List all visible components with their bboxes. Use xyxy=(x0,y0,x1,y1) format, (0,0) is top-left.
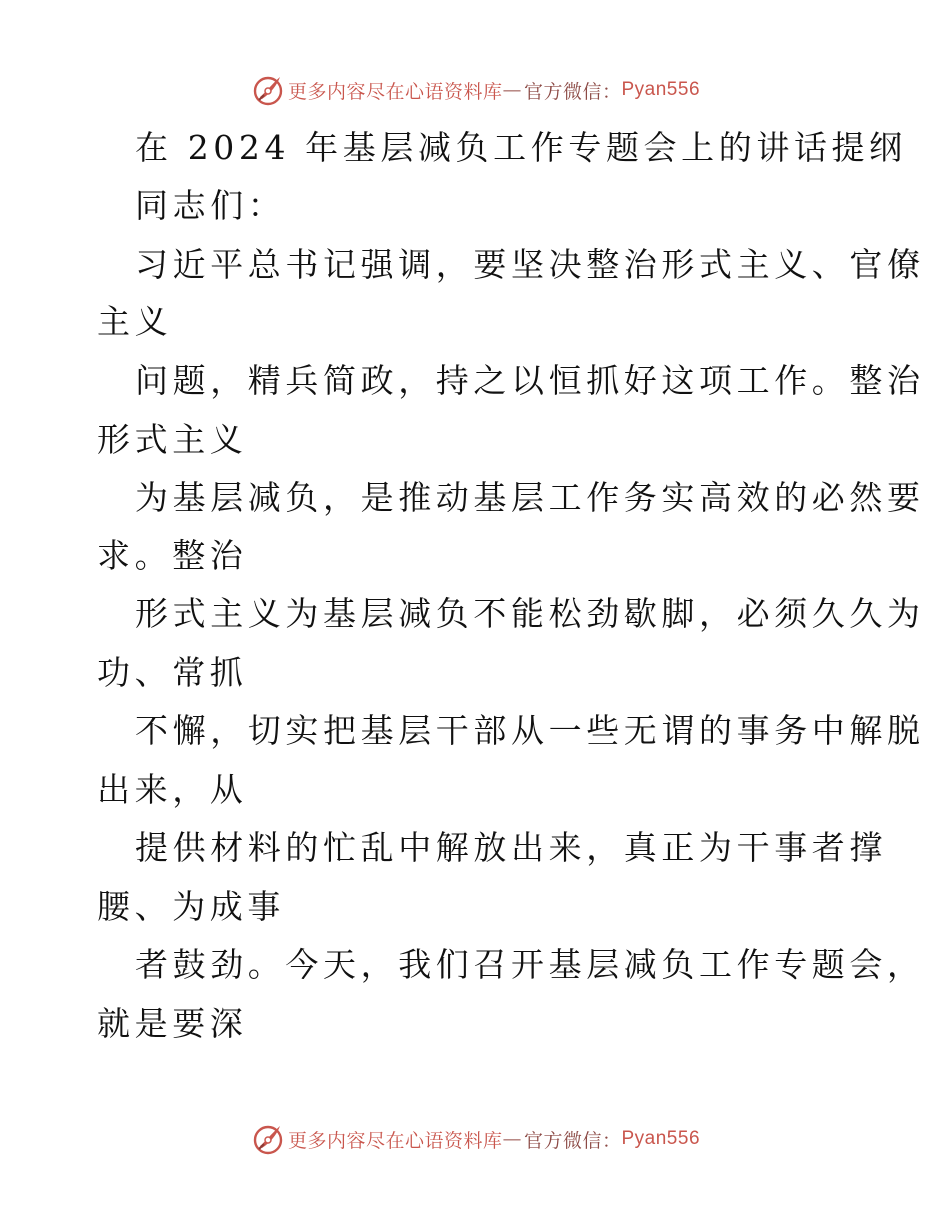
watermark-header xyxy=(0,70,950,110)
paragraph-line: 腰、为成事 xyxy=(97,887,285,926)
watermark-sub-text: 官方微信： xyxy=(523,1129,622,1152)
paragraph-line: 出来，从 xyxy=(97,770,248,809)
paragraph-line: 同志们： xyxy=(135,186,286,225)
watermark-main-text: 更多内容尽在心语资料库 xyxy=(287,80,503,103)
paragraph-line: 求。整治 xyxy=(97,536,248,575)
watermark-separator: — xyxy=(502,79,522,101)
paragraph-line: 主义 xyxy=(97,302,173,341)
quill-pen-logo-icon xyxy=(250,1121,286,1157)
paragraph-line: 者鼓劲。今天，我们召开基层减负工作专题会， xyxy=(135,945,925,984)
paragraph-line: 不懈，切实把基层干部从一些无谓的事务中解脱 xyxy=(135,711,925,750)
watermark-separator: — xyxy=(502,1128,522,1150)
paragraph-line: 习近平总书记强调，要坚决整治形式主义、官僚 xyxy=(135,245,925,284)
paragraph-line: 提供材料的忙乱中解放出来，真正为干事者撑 xyxy=(135,828,887,867)
watermark-main-text: 更多内容尽在心语资料库 xyxy=(287,1129,503,1152)
watermark-wechat-id: Pyan556 xyxy=(621,79,701,100)
watermark-footer xyxy=(0,1119,950,1159)
paragraph-line: 为基层减负，是推动基层工作务实高效的必然要 xyxy=(135,478,925,517)
watermark-sub-text: 官方微信： xyxy=(523,80,622,103)
paragraph-line: 形式主义 xyxy=(97,420,248,459)
watermark-wechat-id: Pyan556 xyxy=(621,1128,701,1149)
paragraph-line: 形式主义为基层减负不能松劲歇脚，必须久久为 xyxy=(135,594,925,633)
paragraph-line: 就是要深 xyxy=(97,1004,248,1043)
quill-pen-logo-icon xyxy=(250,72,286,108)
document-title: 在 2024 年基层减负工作专题会上的讲话提纲 xyxy=(135,128,907,167)
paragraph-line: 问题，精兵简政，持之以恒抓好这项工作。整治 xyxy=(135,361,925,400)
paragraph-line: 功、常抓 xyxy=(97,653,248,692)
